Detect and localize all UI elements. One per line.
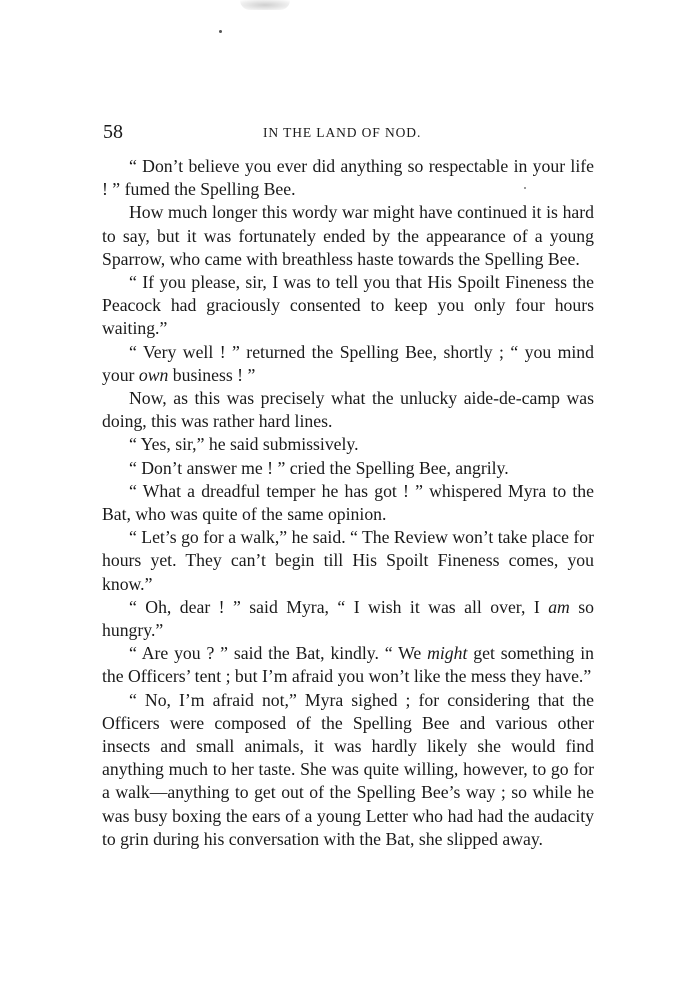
running-title: IN THE LAND OF NOD. (263, 125, 422, 140)
paragraph (102, 689, 594, 851)
italic-word: might (427, 643, 468, 664)
italic-word: own (138, 364, 169, 385)
text-run: “ Very well ! ” returned the Spelling Bee, shortly ; “ you mind your (102, 341, 594, 385)
text-run: get something in the Officers’ tent ; but I’m afraid you won’t like the mess they have.” (102, 643, 594, 687)
paragraph (102, 387, 594, 433)
paragraph (102, 480, 594, 526)
paragraph (102, 642, 594, 688)
ink-dot (219, 30, 222, 33)
paragraph (102, 271, 594, 341)
text-run: “ Yes, sir,” he said submissively. (129, 434, 359, 455)
paragraph (102, 596, 594, 642)
body-text (102, 155, 594, 851)
text-run: How much longer this wordy war might have continued it is hard to say, but it was fortunately ended by the appearance of a young Sparrow, who came with breathless haste towards the Spelling Bee. (102, 202, 594, 269)
italic-word: am (548, 596, 570, 617)
text-run: “ Oh, dear ! ” said Myra, “ I wish it was all over, I (129, 596, 549, 617)
text-run: “ Are you ? ” said the Bat, kindly. “ We (129, 643, 428, 664)
paragraph (102, 155, 594, 201)
paragraph (102, 526, 594, 596)
page-header (103, 121, 593, 143)
text-run: business ! ” (168, 364, 256, 385)
paragraph (102, 433, 594, 456)
text-run: “ Let’s go for a walk,” he said. “ The Review won’t take place for hours yet. They can’t begin till His Spoilt Fineness comes, you know.” (102, 527, 594, 594)
text-run: “ No, I’m afraid not,” Myra sighed ; for considering that the Officers were composed of the Spelling Bee and various other insects and small animals, it was hardly likely she would find anything much to her taste. She was quite willing, however, to go for a walk—anything to get out of the Spelling Bee’s way ; so while he was busy boxing the ears of a young Letter who had had the audacity to grin during his conversation with the Bat, she slipped away. (102, 689, 594, 849)
text-run: “ If you please, sir, I was to tell you that His Spoilt Fineness the Peacock had graciously consented to keep you only four hours waiting.” (102, 272, 594, 339)
paragraph (102, 201, 594, 271)
text-run: “ What a dreadful temper he has got ! ” whispered Myra to the Bat, who was quite of the same opinion. (102, 480, 594, 525)
paragraph (102, 341, 594, 387)
paragraph (102, 457, 594, 480)
text-run: Now, as this was precisely what the unlucky aide-de-camp was doing, this was rather hard lines. (102, 388, 594, 432)
text-run: “ Don’t answer me ! ” cried the Spelling Bee, angrily. (129, 457, 509, 478)
text-run: so hungry.” (102, 596, 594, 641)
page-number: 58 (103, 121, 123, 143)
text-run: “ Don’t believe you ever did anything so respectable in your life ! ” fumed the Spelling Bee. (102, 156, 594, 200)
paper-smudge (240, 0, 290, 10)
